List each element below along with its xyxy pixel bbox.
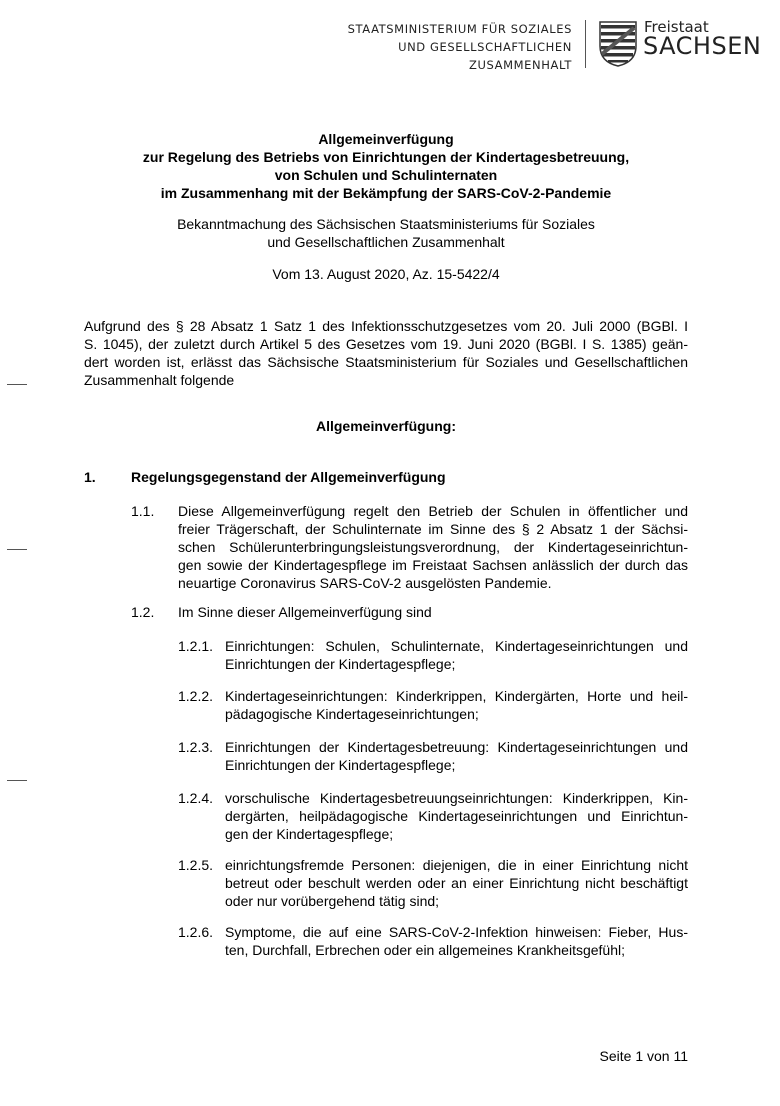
- paragraph-1-2-3: [225, 738, 688, 774]
- paragraph-line: ten, Durchfall, Erbrechen oder ein allgemeines Krankheitsgefühl;: [225, 942, 626, 958]
- announcement-line-2: und Gesellschaftlichen Zusammenhalt: [267, 234, 505, 250]
- page-number: Seite 1 von 11: [599, 1048, 688, 1064]
- paragraph-1-2-6: [225, 923, 688, 959]
- title-line-1: Allgemeinverfügung: [318, 131, 454, 147]
- paragraph-line: Kindertageseinrichtungen: Kinderkrippen, Kindergärten, Horte und heil-: [225, 688, 688, 704]
- margin-mark: [7, 549, 27, 550]
- intro-paragraph: [84, 317, 688, 389]
- paragraph-1-2-2: [225, 687, 688, 723]
- coat-of-arms-icon: [598, 20, 638, 68]
- paragraph-number: 1.2.: [131, 604, 155, 620]
- paragraph-1-2-4: [225, 789, 688, 843]
- paragraph-number: 1.2.1.: [178, 638, 214, 654]
- ministry-line-1: STAATSMINISTERIUM FÜR SOZIALES: [347, 22, 572, 36]
- paragraph-1-1: [178, 502, 688, 592]
- paragraph-line: freier Trägerschaft, der Schulinternate im Sinne des § 2 Absatz 1 der Sächsi-: [178, 521, 688, 537]
- paragraph-line: Einrichtungen: Schulen, Schulinternate, Kindertageseinrichtungen und: [225, 638, 688, 654]
- margin-mark: [7, 780, 27, 781]
- ministry-line-2: UND GESELLSCHAFTLICHEN: [398, 40, 572, 54]
- brand-freistaat: Freistaat: [644, 18, 709, 36]
- paragraph-line: Einrichtungen der Kindertagespflege;: [225, 757, 456, 773]
- paragraph-number: 1.2.4.: [178, 790, 214, 806]
- section-heading: Allgemeinverfügung:: [315, 418, 456, 434]
- paragraph-number: 1.2.2.: [178, 688, 214, 704]
- intro-line: dert worden ist, erlässt das Sächsische Staatsministerium für Soziales und Gesellschaftlichen: [84, 354, 688, 370]
- paragraph-number: 1.1.: [131, 503, 155, 519]
- paragraph-line: neuartige Coronavirus SARS-CoV-2 ausgelösten Pandemie.: [178, 575, 552, 591]
- paragraph-line: dergärten, heilpädagogische Kindertageseinrichtungen und Einrichtun-: [225, 808, 688, 824]
- paragraph-line: betreut oder beschult werden oder an einer Einrichtung nicht beschäftigt: [225, 875, 688, 891]
- announcement-line-1: Bekanntmachung des Sächsischen Staatsministeriums für Soziales: [177, 216, 595, 232]
- paragraph-line: Symptome, die auf eine SARS-CoV-2-Infektion hinweisen: Fieber, Hus-: [225, 924, 688, 940]
- paragraph-line: Einrichtungen der Kindertagesbetreuung: Kindertageseinrichtungen und: [225, 739, 688, 755]
- ministry-name: [348, 20, 572, 74]
- header-divider: [585, 20, 586, 68]
- paragraph-1-2-1: [225, 637, 688, 673]
- section-number: 1.: [84, 469, 96, 485]
- paragraph-1-2-5: [225, 856, 688, 910]
- paragraph-line: Diese Allgemeinverfügung regelt den Betrieb der Schulen in öffentlicher und: [178, 503, 688, 519]
- paragraph-line: gen sowie der Kindertagespflege im Freistaat Sachsen anlässlich der durch das: [178, 557, 688, 573]
- document-title: [84, 130, 688, 202]
- intro-line: Zusammenhalt folgende: [84, 372, 235, 388]
- paragraph-line: einrichtungsfremde Personen: diejenigen, die in einer Einrichtung nicht: [225, 857, 688, 873]
- intro-line: Aufgrund des § 28 Absatz 1 Satz 1 des Infektionsschutzgesetzes vom 20. Juli 2000 (BGBl. I: [84, 318, 688, 334]
- announcement: [84, 215, 688, 251]
- title-line-4: im Zusammenhang mit der Bekämpfung der SARS-CoV-2-Pandemie: [160, 185, 612, 201]
- date-reference: Vom 13. August 2020, Az. 15-5422/4: [272, 266, 500, 282]
- title-line-3: von Schulen und Schulinternaten: [274, 167, 498, 183]
- paragraph-number: 1.2.5.: [178, 857, 214, 873]
- section-title: Regelungsgegenstand der Allgemeinverfügung: [131, 469, 446, 485]
- paragraph-line: vorschulische Kindertagesbetreuungseinrichtungen: Kinderkrippen, Kin-: [225, 790, 688, 806]
- paragraph-line: gen der Kindertagespflege;: [225, 826, 394, 842]
- title-line-2: zur Regelung des Betriebs von Einrichtungen der Kindertagesbetreuung,: [142, 149, 630, 165]
- paragraph-line: Einrichtungen der Kindertagespflege;: [225, 656, 456, 672]
- paragraph-1-2: Im Sinne dieser Allgemeinverfügung sind: [178, 604, 432, 620]
- ministry-line-3: ZUSAMMENHALT: [469, 58, 572, 72]
- paragraph-line: schen Schülerunterbringungsleistungsverordnung, der Kindertageseinrichtun-: [178, 539, 688, 555]
- margin-mark: [7, 384, 27, 385]
- brand-sachsen: SACHSEN: [643, 32, 762, 60]
- paragraph-line: oder nur vorübergehend tätig sind;: [225, 893, 440, 909]
- intro-line: S. 1045), der zuletzt durch Artikel 5 des Gesetzes vom 19. Juni 2020 (BGBl. I S. 1385) geän-: [84, 336, 688, 352]
- paragraph-line: pädagogische Kindertageseinrichtungen;: [225, 706, 479, 722]
- paragraph-number: 1.2.3.: [178, 739, 214, 755]
- paragraph-number: 1.2.6.: [178, 924, 214, 940]
